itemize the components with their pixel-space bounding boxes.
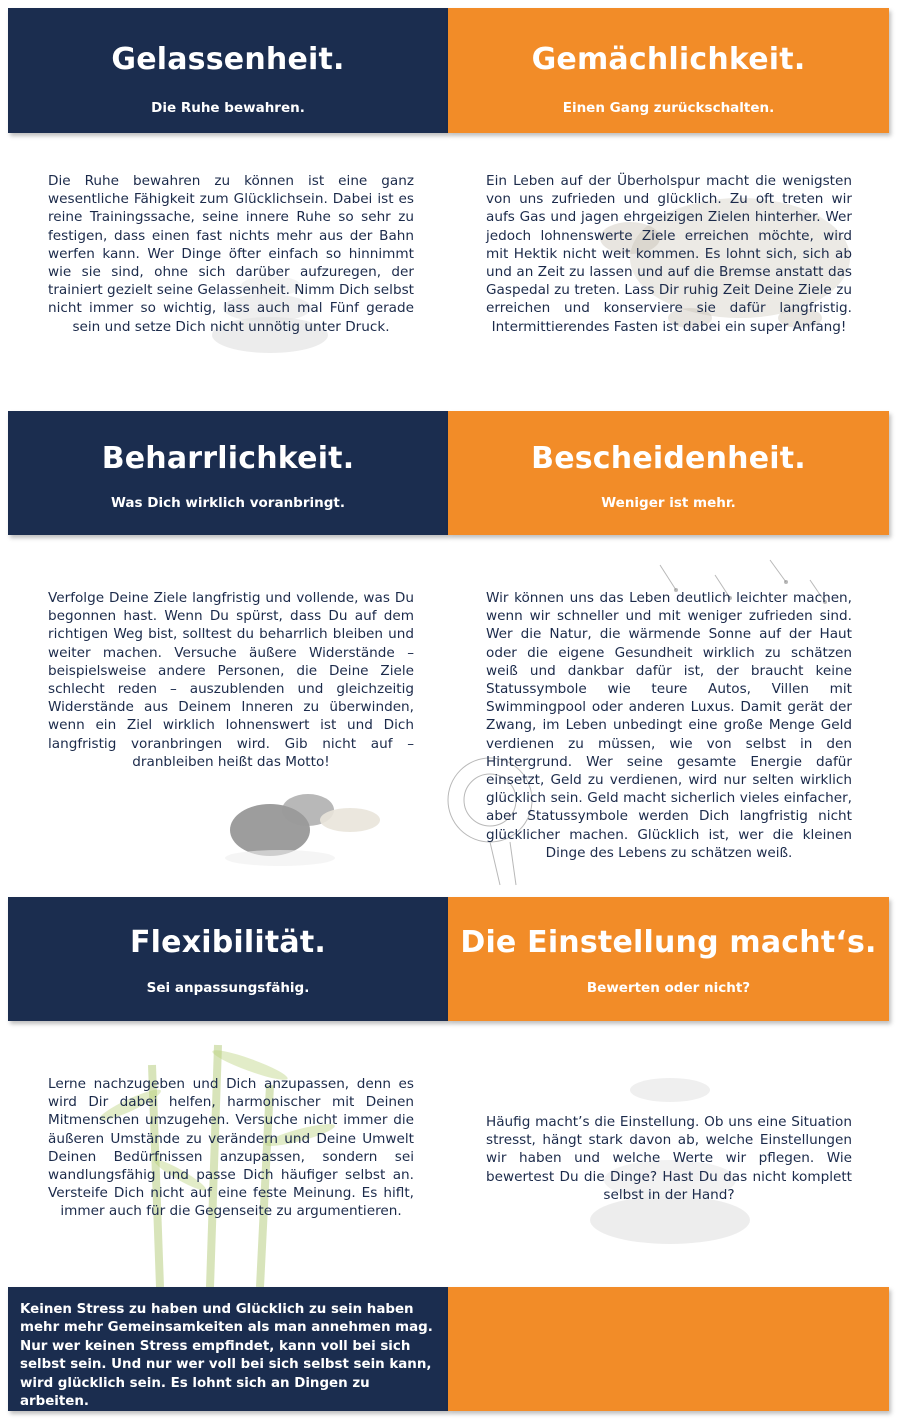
section-text-flexibilitaet: Lerne nachzugeben und Dich anzupassen, denn es wird Dir dabei helfen, harmonischer mit Deinen Mitmenschen umzugehen. Versuche nicht immer die äußeren Umstände zu verändern und Deine Umwelt Deinen Bedürfnissen anzupassen, sondern sei wandlungsfähig und passe Dich häufiger selbst an. Versteife Dich nicht auf eine feste Meinung. Es hiflt, immer auch für die Gegenseite zu argumentieren.	[48, 1076, 414, 1220]
section-subtitle: Die Ruhe bewahren.	[151, 100, 305, 116]
section-title: Beharrlichkeit.	[101, 441, 355, 476]
pebbles-icon	[220, 770, 400, 870]
section-subtitle: Einen Gang zurückschalten.	[562, 100, 775, 116]
section-text-bescheidenheit: Wir können uns das Leben deutlich leichter machen, wenn wir schneller und mit weniger zufrieden sind. Wer die Natur, die wärmende Sonne auf der Haut oder die eigene Gesundheit wirklich zu schätzen weiß und dankbar dafür ist, der braucht keine Statussymbole wie teure Autos, Villen mit Swimmingpool oder anderen Luxus. Damit gerät der Zwang, im Leben unbedingt eine große Menge Geld verdienen zu müssen, wie von selbst in den Hintergrund. Wer seine gesamte Energie dafür einsetzt, Geld zu verdienen, wird nur selten wirklich glücklich sein. Geld macht sicherlich vieles einfacher, aber Statussymbole werden Dich langfristig nicht glücklicher machen. Glücklich ist, wer die kleinen Dinge des Lebens zu schätzen weiß.	[486, 590, 852, 861]
section-text-einstellung: Häufig macht’s die Einstellung. Ob uns eine Situation stresst, hängt stark davon ab, welche Einstellungen wir haben und welche Werte wir pflegen. Wie bewertest Du die Dinge? Hast Du das nicht komplett selbst in der Hand?	[486, 1114, 852, 1203]
section-text-beharrlichkeit: Verfolge Deine Ziele langfristig und vollende, was Du begonnen hast. Wenn Du spürst, dass Du auf dem richtigen Weg bist, solltest du beharrlich bleiben und weiter machen. Versuche äußere Widerstände – beispielsweise andere Personen, die Deine Ziele schlecht reden – auszublenden und gleichzeitig Widerstände aus Deinem Inneren zu überwinden, wenn ein Ziel wirklich lohnenswert ist und Dich langfristig voranbringen wird. Gib nicht auf – dranbleiben heißt das Motto!	[48, 590, 414, 770]
section-subtitle: Was Dich wirklich voranbringt.	[111, 495, 345, 511]
footer-panel-orange	[448, 1287, 889, 1411]
header-flexibilitaet	[8, 897, 448, 1021]
header-gemaechlichkeit	[448, 8, 889, 133]
header-einstellung	[448, 897, 889, 1021]
section-title: Gemächlichkeit.	[531, 42, 806, 77]
footer-text: Keinen Stress zu haben und Glücklich zu sein haben mehr mehr Gemeinsamkeiten als man annehmen mag. Nur wer keinen Stress empfindet, kann voll bei sich selbst sein. Und nur wer voll bei sich selbst sein kann, wird glücklich sein. Es lohnt sich an Dingen zu arbeiten.	[20, 1302, 433, 1410]
section-subtitle: Weniger ist mehr.	[601, 495, 736, 511]
section-title: Gelassenheit.	[111, 42, 345, 77]
section-subtitle: Bewerten oder nicht?	[586, 980, 751, 996]
section-title: Bescheidenheit.	[531, 441, 806, 476]
section-subtitle: Sei anpassungsfähig.	[146, 980, 310, 996]
section-text-gemaechlichkeit: Ein Leben auf der Überholspur macht die wenigsten von uns zufrieden und glücklich. Zu oft treten wir aufs Gas und jagen ehrgeizigen Zielen hinterher. Wer jedoch lohnenswerte Ziele erreichen möchte, wird mit Hektik nicht weit kommen. Es lohnt sich, sich ab und an Zeit zu lassen und auf die Bremse anstatt das Gaspedal zu treten. Lass Dir ruhig Zeit Deine Ziele zu erreichen und konserviere sie dafür langfristig. Intermittierendes Fasten ist dabei ein super Anfang!	[486, 173, 852, 335]
header-bescheidenheit	[448, 411, 889, 535]
header-gelassenheit	[8, 8, 448, 133]
header-beharrlichkeit	[8, 411, 448, 535]
section-title: Die Einstellung macht‘s.	[460, 925, 877, 960]
section-text-gelassenheit: Die Ruhe bewahren zu können ist eine ganz wesentliche Fähigkeit zum Glücklichsein. Dabei ist es reine Trainingssache, seine innere Ruhe so sehr zu festigen, dass einen fast nichts mehr aus der Bahn werfen kann. Wer Dinge öfter einfach so hinnimmt wie sie sind, ohne sich darüber aufzuregen, der trainiert gezielt seine Gelassenheit. Nimm Dich selbst nicht immer so wichtig, lass auch mal Fünf gerade sein und setze Dich nicht unnötig unter Druck.	[48, 173, 414, 335]
section-title: Flexibilität.	[129, 925, 326, 960]
